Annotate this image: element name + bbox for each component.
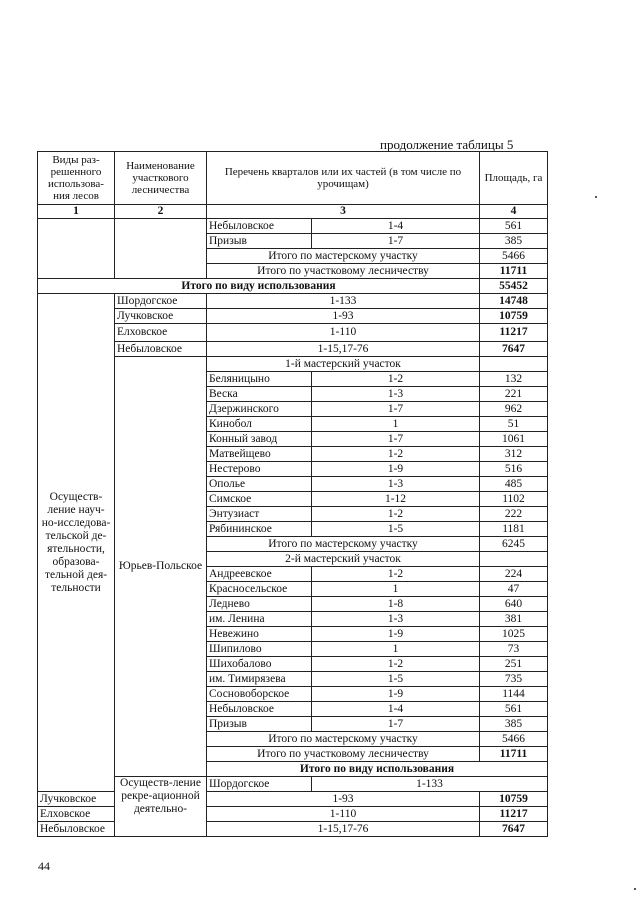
forestry-area: 11217 [480,324,548,342]
tract-name: Шихобалово [207,657,312,672]
tract-quarters: 1-7 [312,432,480,447]
tract-name: им. Ленина [207,612,312,627]
forestry-name: Елховское [115,324,207,342]
continuation-label: продолжение таблицы 5 [380,137,514,152]
unit-total-area: 6245 [480,537,548,552]
tract-quarters: 1-2 [312,372,480,387]
header-quarters: Перечень кварталов или их частей (в том числе по урочищам) [207,152,480,205]
tract-area: 962 [480,402,548,417]
forestry-name: Небыловское [115,342,207,357]
tract-quarters: 1-12 [312,492,480,507]
forestry-area: 7647 [480,822,548,837]
forest-use-table [37,151,548,837]
forestry-name: Лучковское [38,792,115,807]
tract-quarters: 1-3 [312,477,480,492]
tract-name: Андреевское [207,567,312,582]
header-num: 1 [38,205,115,219]
forestry-quarters: 1-110 [207,807,480,822]
forestry-quarters: 1-110 [207,324,480,342]
forestry-name: Небыловское [38,822,115,837]
tract-quarters: 1-7 [312,234,480,249]
tract-area: 51 [480,417,548,432]
forestry-total-label: Итого по участковому лесничеству [207,264,480,279]
forestry-area: 7647 [480,342,548,357]
tract-area: 561 [480,702,548,717]
tract-quarters: 1-2 [312,447,480,462]
tract-quarters: 1 [312,582,480,597]
use-type-recreation: Осуществ-ление рекре-ационной деятельно- [115,777,207,837]
tract-name: Дзержинского [207,402,312,417]
empty-cell [38,219,115,279]
tract-area: 221 [480,387,548,402]
tract-name: Небыловское [207,219,312,234]
forestry-quarters: 1-133 [312,777,548,792]
forestry-total-area: 11711 [480,264,548,279]
tract-quarters: 1-3 [312,387,480,402]
scan-dot [595,196,597,198]
tract-area: 251 [480,657,548,672]
tract-name: Ополье [207,477,312,492]
header-num: 2 [115,205,207,219]
header-num: 4 [480,205,548,219]
tract-name: Веска [207,387,312,402]
forestry-area: 10759 [480,309,548,324]
header-forestry: Наименование участкового лесничества [115,152,207,205]
tract-name: Призыв [207,234,312,249]
tract-quarters: 1-9 [312,687,480,702]
tract-name: им. Тимирязева [207,672,312,687]
forestry-area: 11217 [480,807,548,822]
tract-area: 385 [480,717,548,732]
tract-name: Нестерово [207,462,312,477]
tract-name: Матвейщево [207,447,312,462]
tract-name: Сосновоборское [207,687,312,702]
tract-name: Беляницыно [207,372,312,387]
unit-total-area: 5466 [480,732,548,747]
tract-area: 1025 [480,627,548,642]
forestry-quarters: 1-133 [207,294,480,309]
unit-total-area: 5466 [480,249,548,264]
tract-name: Рябининское [207,522,312,537]
tract-area: 1144 [480,687,548,702]
page-number: 44 [38,859,50,873]
tract-quarters: 1-2 [312,507,480,522]
tract-quarters: 1-5 [312,672,480,687]
use-total-label: Итого по виду использования [207,762,548,777]
use-total-label: Итого по виду использования [38,279,480,294]
forestry-name: Лучковское [115,309,207,324]
tract-quarters: 1-7 [312,717,480,732]
tract-quarters: 1-2 [312,567,480,582]
tract-area: 312 [480,447,548,462]
tract-quarters: 1 [312,417,480,432]
tract-area: 224 [480,567,548,582]
tract-area: 1181 [480,522,548,537]
tract-area: 735 [480,672,548,687]
tract-area: 485 [480,477,548,492]
header-use-type: Виды раз-решенного использова-ния лесов [38,152,115,205]
empty-cell [480,552,548,567]
forestry-quarters: 1-93 [207,792,480,807]
tract-quarters: 1-9 [312,462,480,477]
empty-cell [115,219,207,279]
tract-name: Невежино [207,627,312,642]
tract-area: 381 [480,612,548,627]
header-area: Площадь, га [480,152,548,205]
forestry-quarters: 1-15,17-76 [207,342,480,357]
tract-name: Призыв [207,717,312,732]
tract-name: Кинобол [207,417,312,432]
forestry-total-area: 11711 [480,747,548,762]
tract-area: 1102 [480,492,548,507]
tract-area: 640 [480,597,548,612]
tract-area: 1061 [480,432,548,447]
forestry-name: Елховское [38,807,115,822]
unit-total-label: Итого по мастерскому участку [207,537,480,552]
header-num: 3 [207,205,480,219]
tract-name: Шипилово [207,642,312,657]
forestry-name: Шордогское [207,777,312,792]
tract-area: 222 [480,507,548,522]
forestry-total-label: Итого по участковому лесничеству [207,747,480,762]
tract-quarters: 1-2 [312,657,480,672]
forestry-area: 14748 [480,294,548,309]
tract-area: 385 [480,234,548,249]
tract-name: Красносельское [207,582,312,597]
tract-quarters: 1-4 [312,219,480,234]
tract-quarters: 1-9 [312,627,480,642]
forestry-area: 10759 [480,792,548,807]
empty-cell [480,357,548,372]
forestry-name: Шордогское [115,294,207,309]
tract-name: Небыловское [207,702,312,717]
tract-area: 132 [480,372,548,387]
unit-title: 1-й мастерский участок [207,357,480,372]
unit-title: 2-й мастерский участок [207,552,480,567]
tract-name: Симское [207,492,312,507]
tract-area: 561 [480,219,548,234]
use-type-science: Осуществ-ление науч-но-исследова-тельской де-ятельности, образова-тельной дея-тельности [38,294,115,792]
tract-quarters: 1-4 [312,702,480,717]
tract-name: Конный завод [207,432,312,447]
use-total-area: 55452 [480,279,548,294]
tract-area: 516 [480,462,548,477]
tract-quarters: 1-8 [312,597,480,612]
tract-quarters: 1-7 [312,402,480,417]
unit-total-label: Итого по мастерскому участку [207,249,480,264]
tract-name: Энтузиаст [207,507,312,522]
forestry-quarters: 1-93 [207,309,480,324]
tract-quarters: 1-3 [312,612,480,627]
scan-dot [634,888,636,890]
unit-total-label: Итого по мастерскому участку [207,732,480,747]
tract-name: Леднево [207,597,312,612]
tract-area: 73 [480,642,548,657]
tract-area: 47 [480,582,548,597]
forestry-quarters: 1-15,17-76 [207,822,480,837]
tract-quarters: 1-5 [312,522,480,537]
forestry-yuriev-polskoe: Юрьев-Польское [115,357,207,777]
tract-quarters: 1 [312,642,480,657]
